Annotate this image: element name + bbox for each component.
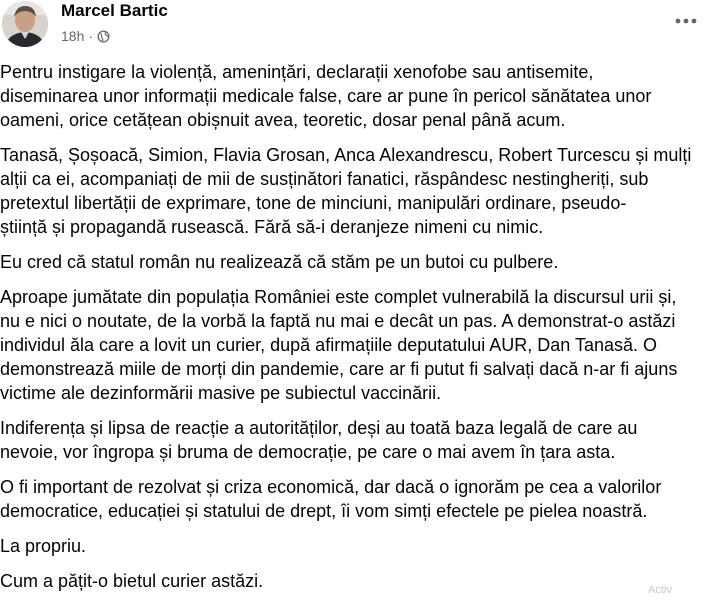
post-paragraph: Indiferența și lipsa de reacție a autorităților, deși au toată baza legală de care au nevoie, vor îngropa și bruma de democrație, pe care o mai avem în țara asta. — [0, 418, 638, 462]
faded-overlay-text: Activ — [648, 584, 672, 596]
post-header — [0, 0, 712, 56]
more-horizontal-icon — [675, 18, 697, 24]
globe-icon[interactable] — [97, 30, 110, 43]
post-body — [0, 60, 708, 604]
post-paragraph: Aproape jumătate din populația României este complet vulnerabilă la discursul urii și, nu e nici o noutate, de la vorbă la faptă nu mai e decât un pas. A demonstrat-o astăzi individul ăla care a lovit un curier, după afirmațiile deputatului AUR, Dan Tanasă. O demonstrează miile de morți din pandemie, care ar fi putut fi salvați dacă n-ar fi ajuns victime ale dezinformării masive pe subiectul vaccinării. — [0, 287, 678, 403]
post-meta — [61, 27, 110, 45]
post-timestamp[interactable]: 18h — [61, 28, 85, 44]
author-name[interactable]: Marcel Bartic — [61, 1, 168, 20]
post-paragraph: Cum a pățit-o bietul curier astăzi. — [0, 571, 264, 591]
post-paragraph: O fi important de rezolvat și criza economică, dar dacă o ignorăm pe cea a valorilor democratice, educației și statului de drept, îi vom simți efectele pe pielea noastră. — [0, 477, 662, 521]
avatar-photo — [2, 1, 48, 47]
more-options-button[interactable] — [668, 8, 704, 34]
author-avatar[interactable] — [2, 1, 48, 47]
post-paragraph: La propriu. — [0, 536, 87, 556]
post-paragraph: Tanasă, Șoșoacă, Simion, Flavia Grosan, Anca Alexandrescu, Robert Turcescu și mulți alții ca ei, acompaniați de mii de susținători fanatici, răspândesc nestingheriți, sub pretextul libertății de exprimare, tone de minciuni, manipulări ordinare, pseudo- știință și propagandă rusească. Fără să-i deranjeze nimeni cu nimic. — [0, 145, 692, 237]
meta-separator: · — [88, 28, 94, 44]
post-paragraph: Pentru instigare la violență, amenințări, declarații xenofobe sau antisemite, diseminarea unor informații medicale false, care ar pune în pericol sănătatea unor oameni, orice cetățean obișnuit avea, teoretic, dosar penal până acum. — [0, 62, 652, 130]
post-paragraph: Eu cred că statul român nu realizează că stăm pe un butoi cu pulbere. — [0, 252, 559, 272]
